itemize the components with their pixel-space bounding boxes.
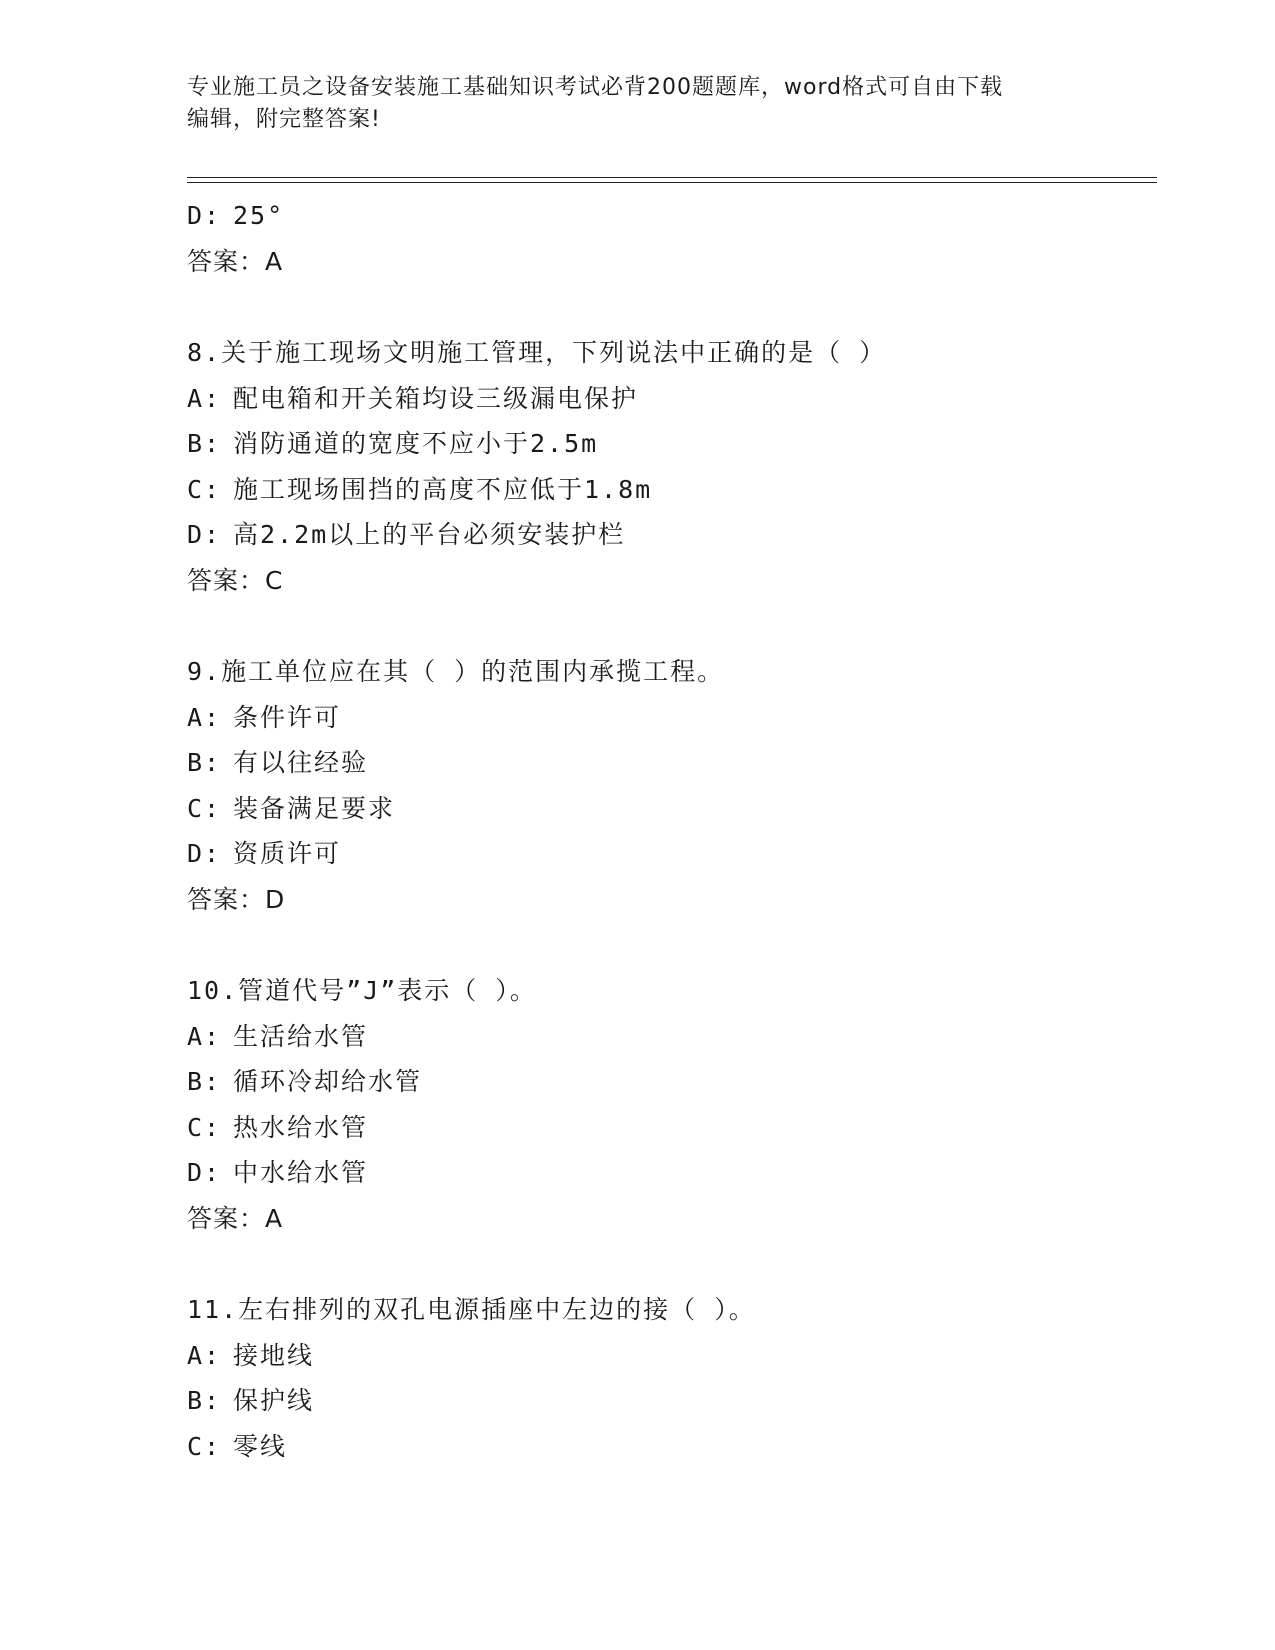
answer-line: 答案：D	[187, 884, 286, 914]
option-key: A:	[187, 383, 222, 413]
option-text: 有以往经验	[233, 748, 369, 777]
option-row	[187, 376, 1147, 422]
option-row	[187, 740, 1147, 786]
option-text: 资质许可	[233, 839, 342, 868]
option-text: 消防通道的宽度不应小于2.5m	[233, 429, 599, 458]
option-key: A:	[187, 1021, 222, 1051]
answer-line: 答案：A	[187, 246, 284, 276]
option-key: C:	[187, 793, 222, 823]
block-spacer	[187, 922, 1147, 968]
option-key: A:	[187, 702, 222, 732]
question-text: 11.左右排列的双孔电源插座中左边的接（ ）。	[187, 1295, 756, 1324]
option-key: D:	[187, 839, 222, 868]
question-block	[187, 922, 1147, 1241]
option-row	[187, 1333, 1147, 1379]
header-title-line-1: 专业施工员之设备安装施工基础知识考试必背200题题库，word格式可自由下载	[187, 75, 1004, 100]
option-key: D:	[187, 201, 222, 230]
option-text: 循环冷却给水管	[233, 1067, 423, 1096]
option-row	[187, 1105, 1147, 1151]
option-key: C:	[187, 474, 222, 504]
question-text: 9.施工单位应在其（ ）的范围内承揽工程。	[187, 657, 725, 686]
question-text: 8.关于施工现场文明施工管理，下列说法中正确的是（ ）	[187, 338, 887, 367]
option-text: 施工现场围挡的高度不应低于1.8m	[233, 474, 653, 504]
document-header	[187, 72, 1087, 136]
option-text: 生活给水管	[233, 1021, 369, 1051]
option-text: 配电箱和开关箱均设三级漏电保护	[233, 383, 639, 413]
option-row	[187, 421, 1147, 467]
option-text: 条件许可	[233, 702, 342, 732]
option-text: 25°	[233, 201, 285, 230]
option-row	[187, 1150, 1147, 1196]
block-spacer	[187, 1241, 1147, 1287]
option-text: 零线	[233, 1431, 288, 1461]
question-tail-block	[187, 193, 1147, 284]
option-key: B:	[187, 429, 222, 458]
answer-line: 答案：A	[187, 1203, 284, 1233]
option-key: B:	[187, 748, 222, 777]
option-row	[187, 467, 1147, 513]
option-row	[187, 1059, 1147, 1105]
option-row	[187, 512, 1147, 558]
option-key: A:	[187, 1340, 222, 1370]
option-key: C:	[187, 1112, 222, 1142]
option-row	[187, 1378, 1147, 1424]
option-key: B:	[187, 1067, 222, 1096]
option-key: B:	[187, 1386, 222, 1415]
option-row	[187, 786, 1147, 832]
option-row	[187, 831, 1147, 877]
question-list	[187, 193, 1147, 1469]
question-text: 10.管道代号”J”表示（ ）。	[187, 976, 537, 1005]
question-block	[187, 603, 1147, 922]
option-key: D:	[187, 520, 222, 549]
option-text: 中水给水管	[233, 1158, 369, 1187]
question-block	[187, 1241, 1147, 1469]
option-text: 接地线	[233, 1340, 315, 1370]
option-row	[187, 695, 1147, 741]
answer-line: 答案：C	[187, 565, 284, 595]
question-block	[187, 284, 1147, 603]
option-row	[187, 1014, 1147, 1060]
header-title-line-2: 编辑，附完整答案!	[187, 107, 381, 132]
option-text: 装备满足要求	[233, 793, 396, 823]
block-spacer	[187, 284, 1147, 330]
header-double-rule	[187, 177, 1157, 183]
option-text: 保护线	[233, 1386, 315, 1415]
option-row	[187, 193, 1147, 239]
block-spacer	[187, 603, 1147, 649]
option-text: 高2.2m以上的平台必须安装护栏	[233, 520, 626, 549]
option-key: C:	[187, 1431, 222, 1461]
option-row	[187, 1424, 1147, 1470]
option-text: 热水给水管	[233, 1112, 369, 1142]
option-key: D:	[187, 1158, 222, 1187]
